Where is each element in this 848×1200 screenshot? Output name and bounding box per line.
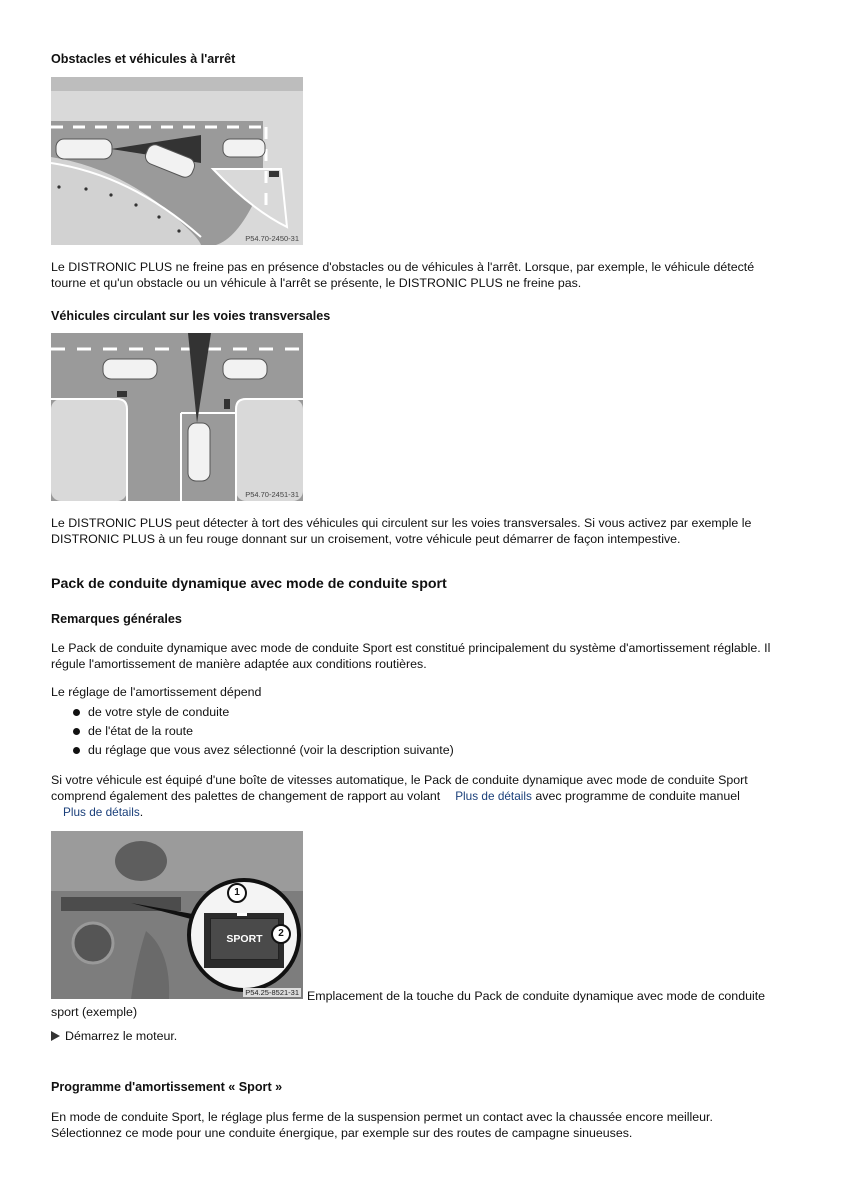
text-line: comprend également des palettes de changement de rapport au volant Plus de détails avec programme de conduite manuel	[51, 789, 740, 803]
paragraph-obstacles	[51, 259, 801, 291]
step-arrow-icon	[51, 1031, 60, 1041]
paragraph-pack-intro	[51, 640, 801, 672]
text-line: Plus de détails.	[63, 805, 144, 819]
sport-button: SPORT	[210, 918, 279, 960]
heading-obstacles: Obstacles et véhicules à l'arrêt	[51, 52, 236, 66]
more-details-link[interactable]: Plus de détails	[455, 789, 532, 803]
list-item: de votre style de conduite	[51, 703, 454, 722]
figure-crossing	[51, 333, 303, 501]
section-title-dynamic-pack: Pack de conduite dynamique avec mode de conduite sport	[51, 576, 447, 592]
subheading-general-remarks: Remarques générales	[51, 612, 182, 626]
heading-sport-program: Programme d'amortissement « Sport »	[51, 1080, 283, 1094]
text-line: Le DISTRONIC PLUS peut détecter à tort des véhicules qui circulent sur les voies transversales. Si vous activez par exemple le	[51, 516, 752, 530]
figure-label: P54.70-2451-31	[245, 490, 299, 499]
step-start-engine: Démarrez le moteur.	[51, 1028, 177, 1044]
text-line: En mode de conduite Sport, le réglage plus ferme de la suspension permet un contact avec la chaussée encore meilleur.	[51, 1110, 713, 1124]
list-item: du réglage que vous avez sélectionné (voir la description suivante)	[51, 741, 454, 760]
figure-label: P54.70-2450-31	[245, 234, 299, 243]
paragraph-sport-program	[51, 1109, 801, 1141]
text-line: régule l'amortissement de manière adaptée aux conditions routières.	[51, 657, 427, 671]
text-line: tourne et qu'un obstacle ou un véhicule à l'arrêt se présente, le DISTRONIC PLUS ne freine pas.	[51, 276, 582, 290]
figure-caption: Emplacement de la touche du Pack de conduite dynamique avec mode de conduite	[307, 989, 766, 1003]
figure-obstacles	[51, 77, 303, 245]
bullet-icon	[73, 728, 80, 735]
text-line: Si votre véhicule est équipé d'une boîte de vitesses automatique, le Pack de conduite dynamique avec mode de conduite Sport	[51, 773, 748, 787]
heading-crossing-vehicles: Véhicules circulant sur les voies transversales	[51, 309, 331, 323]
figure-label: P54.25-8521-31	[245, 988, 299, 997]
paragraph-damping: Le réglage de l'amortissement dépend	[51, 685, 262, 699]
text-line: Le Pack de conduite dynamique avec mode de conduite Sport est constitué principalement du système d'amortissement réglable. Il	[51, 641, 771, 655]
text-line: Le DISTRONIC PLUS ne freine pas en présence d'obstacles ou de véhicules à l'arrêt. Lorsque, par exemple, le véhicule détecté	[51, 260, 755, 274]
text-line: DISTRONIC PLUS à un feu rouge donnant sur un croisement, votre véhicule peut démarrer de façon intempestive.	[51, 532, 681, 546]
bullet-icon	[73, 747, 80, 754]
list-item: de l'état de la route	[51, 722, 454, 741]
text-line: Sélectionnez ce mode pour une conduite énergique, par exemple sur des routes de campagne sinueuses.	[51, 1126, 633, 1140]
bullet-list	[51, 703, 454, 760]
callout-1: 1	[227, 883, 247, 903]
callout-2: 2	[271, 924, 291, 944]
indicator-lamp	[237, 913, 247, 916]
more-details-link-2[interactable]: Plus de détails	[63, 805, 140, 819]
figure-caption-cont: sport (exemple)	[51, 1005, 138, 1019]
figure-sport-button	[51, 831, 303, 999]
paragraph-automatic-gearbox	[51, 772, 801, 820]
paragraph-crossing	[51, 515, 801, 547]
bullet-icon	[73, 709, 80, 716]
